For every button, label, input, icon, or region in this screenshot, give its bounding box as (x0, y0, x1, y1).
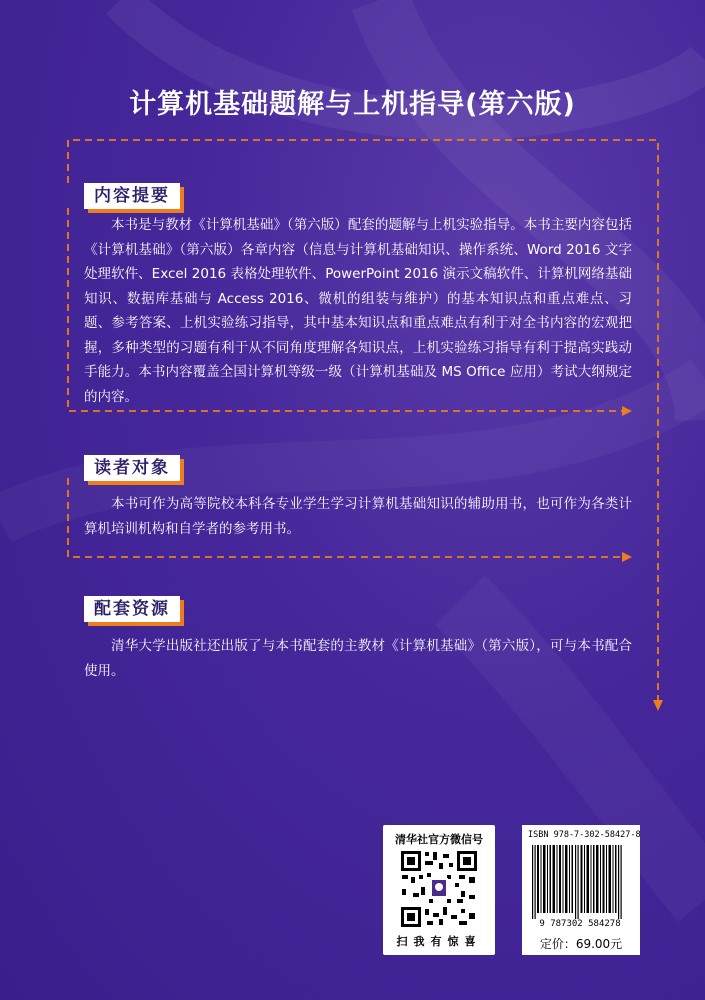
barcode-digits: 9 787302 584278 (539, 919, 621, 929)
barcode-icon (530, 845, 632, 929)
section-body-summary: 本书是与教材《计算机基础》（第六版）配套的题解与上机实验指导。本书主要内容包括《计算机基础》（第六版）各章内容（信息与计算机基础知识、操作系统、Word 2016 文字处理软件、Excel 2016 表格处理软件、PowerPoint 2016 演示文稿软件、计算机网络基础知识、数据库基础与 Access 2016、微机的组装与维护）的基本知识点和重点难点、习题、参考答案、上机实验练习指导，其中基本知识点和重点难点有利于对全书内容的宏观把握，多种类型的习题有利于从不同角度理解各知识点，上机实验练习指导有利于提高实践动手能力。本书内容覆盖全国计算机等级一级（计算机基础及 MS Office 应用）考试大纲规定的内容。 (84, 217, 632, 405)
section-heading-audience: 读者对象 (84, 455, 180, 481)
price-label: 定价：69.00元 (539, 937, 623, 951)
isbn-number: ISBN 978-7-302-58427-8 (528, 830, 641, 840)
qr-caption: 扫我有惊喜 (396, 935, 482, 948)
qr-title: 清华社官方微信号 (395, 833, 483, 846)
wechat-qr-card (383, 825, 495, 955)
book-title: 计算机基础题解与上机指导(第六版) (129, 89, 576, 120)
section-heading-resources: 配套资源 (84, 596, 180, 622)
qr-code-icon[interactable] (399, 849, 479, 929)
isbn-barcode-card (522, 825, 640, 955)
section-body-audience: 本书可作为高等院校本科各专业学生学习计算机基础知识的辅助用书，也可作为各类计算机培训机构和自学者的参考用书。 (84, 496, 632, 537)
section-body-resources: 清华大学出版社还出版了与本书配套的主教材《计算机基础》（第六版），可与本书配合使用。 (84, 638, 632, 679)
section-heading-summary: 内容提要 (84, 183, 180, 209)
